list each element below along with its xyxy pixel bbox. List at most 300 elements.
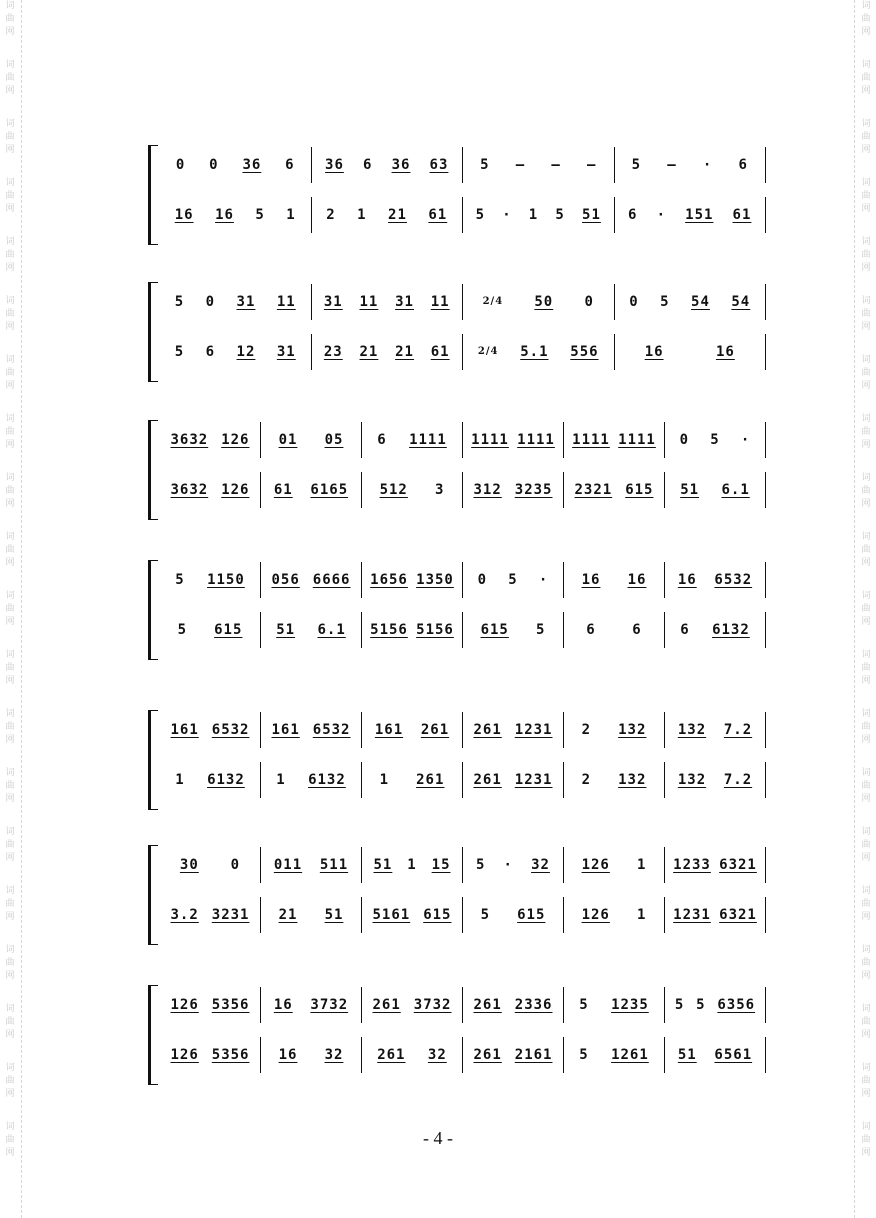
note-group: 3732 <box>413 997 452 1013</box>
note-group: 6561 <box>714 1047 753 1063</box>
watermark-char: 曲 <box>861 958 871 968</box>
note-group: 132 <box>618 772 647 788</box>
watermark-char: 词 <box>5 1 15 11</box>
watermark-char: 曲 <box>861 899 871 909</box>
measure <box>160 762 261 798</box>
note-group: 056 <box>271 572 300 588</box>
measure <box>261 562 362 598</box>
note-group: 615 <box>214 622 243 638</box>
measure <box>615 197 767 233</box>
note-group: 2321 <box>574 482 613 498</box>
note-group: 5 <box>579 997 589 1013</box>
note-group: 5 <box>674 997 685 1013</box>
system-bracket <box>148 560 158 660</box>
measure <box>160 334 312 370</box>
measure <box>312 284 464 320</box>
note-group: 11 <box>430 294 450 310</box>
watermark-char: 曲 <box>861 427 871 437</box>
watermark-char: 网 <box>861 440 871 450</box>
measure <box>463 612 564 648</box>
measure <box>160 897 261 933</box>
note-group: 61 <box>273 482 293 498</box>
watermark-char: 曲 <box>861 604 871 614</box>
score-system <box>148 560 766 660</box>
note-group: 5 <box>174 344 185 360</box>
measure <box>463 284 615 320</box>
note-group: 5 <box>660 294 670 310</box>
note-group: 132 <box>677 772 707 788</box>
note-group: · <box>740 432 751 448</box>
measure <box>564 847 665 883</box>
note-group: 6 <box>586 622 596 638</box>
note-group: 0 <box>175 157 186 173</box>
measure <box>615 334 767 370</box>
watermark-char: 网 <box>861 794 871 804</box>
watermark-char: 词 <box>861 355 871 365</box>
note-group: 16 <box>677 572 697 588</box>
note-group: 63 <box>429 157 449 173</box>
watermark-char: 词 <box>861 591 871 601</box>
note-group: 151 <box>685 207 714 223</box>
watermark-char: 词 <box>5 237 15 247</box>
watermark-char: 曲 <box>5 604 15 614</box>
note-group: 2336 <box>514 997 553 1013</box>
measure <box>665 1037 766 1073</box>
note-group: 5 <box>535 622 546 638</box>
note-group: — <box>515 157 526 173</box>
note-group: 5 <box>480 907 490 923</box>
measure <box>564 712 665 748</box>
watermark-char: 曲 <box>861 191 871 201</box>
note-group: 5356 <box>211 1047 250 1063</box>
note-group: 32 <box>324 1047 344 1063</box>
note-group: 16 <box>581 572 601 588</box>
lower-part <box>160 612 766 648</box>
note-group: 23 <box>323 344 343 360</box>
note-group: 3231 <box>211 907 250 923</box>
measure <box>261 847 362 883</box>
score-system <box>148 282 766 382</box>
measure <box>463 987 564 1023</box>
measure <box>564 987 665 1023</box>
watermark-char: 词 <box>5 591 15 601</box>
watermark-char: 曲 <box>861 545 871 555</box>
note-group: 11 <box>359 294 379 310</box>
note-group: 7.2 <box>723 722 753 738</box>
note-group: 6 <box>205 344 216 360</box>
system-bracket <box>148 420 158 520</box>
watermark-char: 网 <box>5 1089 15 1099</box>
note-group: 1235 <box>611 997 649 1013</box>
watermark-char: 网 <box>5 381 15 391</box>
measure <box>564 897 665 933</box>
note-group: 5 <box>475 207 486 223</box>
note-group: 6165 <box>310 482 349 498</box>
watermark-char: 词 <box>5 119 15 129</box>
watermark-char: 词 <box>5 60 15 70</box>
watermark-char: 词 <box>861 1004 871 1014</box>
note-group: 61 <box>430 344 450 360</box>
note-group: 51 <box>582 207 601 223</box>
watermark-char: 网 <box>5 912 15 922</box>
measure <box>564 1037 665 1073</box>
note-group: 5156 <box>416 622 454 638</box>
note-group: 6666 <box>312 572 351 588</box>
note-group: 126 <box>581 857 610 873</box>
note-group: 5356 <box>211 997 250 1013</box>
page-number: - 4 - <box>423 1128 453 1148</box>
note-group: 5 <box>476 857 486 873</box>
watermark-char: 词 <box>5 1063 15 1073</box>
note-group: 5 <box>579 1047 589 1063</box>
measure <box>463 334 615 370</box>
note-group: 6 <box>632 622 642 638</box>
watermark-char: 网 <box>5 676 15 686</box>
measure <box>463 762 564 798</box>
note-group: 5 <box>480 157 490 173</box>
measure <box>160 284 312 320</box>
measure <box>261 1037 362 1073</box>
watermark-char: 曲 <box>5 73 15 83</box>
measure <box>362 1037 463 1073</box>
time-signature: 2/4 <box>482 296 504 307</box>
measure <box>564 762 665 798</box>
note-group: 6532 <box>312 722 351 738</box>
note-group: · <box>702 157 713 173</box>
watermark-char: 曲 <box>5 545 15 555</box>
watermark-char: 曲 <box>5 427 15 437</box>
watermark-char: 曲 <box>5 1135 15 1145</box>
measure <box>261 472 362 508</box>
measure <box>665 612 766 648</box>
measure <box>362 472 463 508</box>
note-group: 6 <box>285 157 295 173</box>
note-group: 1231 <box>673 907 711 923</box>
watermark-char: 曲 <box>5 368 15 378</box>
note-group: 5.1 <box>520 344 549 360</box>
measure <box>362 562 463 598</box>
note-group: 31 <box>395 294 414 310</box>
note-group: 1 <box>286 207 296 223</box>
watermark-char: 词 <box>861 473 871 483</box>
note-group: 6 <box>377 432 387 448</box>
watermark-char: 曲 <box>5 899 15 909</box>
note-group: 1350 <box>416 572 454 588</box>
watermark-char: 网 <box>861 1148 871 1158</box>
note-group: 30 <box>179 857 199 873</box>
measure <box>261 712 362 748</box>
note-group: 1 <box>528 207 539 223</box>
watermark-char: 词 <box>5 473 15 483</box>
time-signature: 2/4 <box>477 346 499 357</box>
system-bracket <box>148 145 158 245</box>
watermark-char: 曲 <box>5 1076 15 1086</box>
note-group: 6321 <box>719 907 757 923</box>
watermark-char: 网 <box>861 735 871 745</box>
watermark-char: 网 <box>861 1089 871 1099</box>
watermark-char: 曲 <box>861 132 871 142</box>
watermark-char: 词 <box>861 768 871 778</box>
watermark-char: 词 <box>5 1122 15 1132</box>
watermark-char: 曲 <box>861 1076 871 1086</box>
watermark-char: 网 <box>861 853 871 863</box>
note-group: 21 <box>359 344 379 360</box>
measure <box>160 987 261 1023</box>
watermark-char: 网 <box>5 853 15 863</box>
note-group: — <box>586 157 597 173</box>
watermark-char: 词 <box>861 827 871 837</box>
watermark-char: 网 <box>5 558 15 568</box>
note-group: 36 <box>391 157 411 173</box>
note-group: 32 <box>531 857 550 873</box>
watermark-char: 网 <box>5 322 15 332</box>
note-group: 6.1 <box>721 482 750 498</box>
measure <box>665 987 766 1023</box>
watermark-char: 网 <box>861 1030 871 1040</box>
upper-part <box>160 284 766 320</box>
watermark-char: 网 <box>861 617 871 627</box>
watermark-char: 曲 <box>5 840 15 850</box>
note-group: 261 <box>372 997 401 1013</box>
note-group: 126 <box>581 907 610 923</box>
note-group: 1111 <box>572 432 610 448</box>
note-group: 16 <box>215 207 234 223</box>
watermark-char: 曲 <box>5 250 15 260</box>
measure <box>362 762 463 798</box>
watermark-char: 网 <box>861 971 871 981</box>
watermark-char: 网 <box>861 676 871 686</box>
watermark-char: 词 <box>861 119 871 129</box>
note-group: 5156 <box>370 622 408 638</box>
measure <box>160 197 312 233</box>
note-group: 16 <box>644 344 664 360</box>
note-group: 312 <box>473 482 502 498</box>
measure <box>463 562 564 598</box>
note-group: 2161 <box>514 1047 553 1063</box>
watermark-char: 曲 <box>5 781 15 791</box>
measure <box>463 847 564 883</box>
watermark-char: 网 <box>861 499 871 509</box>
watermark-char: 词 <box>5 296 15 306</box>
watermark-char: 词 <box>5 650 15 660</box>
note-group: 0 <box>679 432 690 448</box>
measure <box>160 847 261 883</box>
note-group: · <box>538 572 549 588</box>
measure <box>463 897 564 933</box>
watermark-char: 网 <box>861 381 871 391</box>
measure <box>160 612 261 648</box>
measure <box>312 197 464 233</box>
watermark-char: 词 <box>861 178 871 188</box>
note-group: 261 <box>473 1047 502 1063</box>
note-group: 0 <box>205 294 216 310</box>
right-margin-watermark <box>859 0 873 1218</box>
watermark-char: 网 <box>861 322 871 332</box>
note-group: 31 <box>323 294 343 310</box>
measure <box>160 562 261 598</box>
note-group: 05 <box>324 432 344 448</box>
lower-part <box>160 897 766 933</box>
note-group: 6132 <box>308 772 346 788</box>
note-group: 5 <box>177 622 187 638</box>
note-group: 6 <box>363 157 373 173</box>
watermark-char: 网 <box>861 912 871 922</box>
left-margin-watermark <box>3 0 17 1218</box>
watermark-char: 词 <box>861 650 871 660</box>
note-group: · <box>656 207 667 223</box>
watermark-char: 曲 <box>861 14 871 24</box>
watermark-char: 曲 <box>5 132 15 142</box>
watermark-char: 网 <box>861 86 871 96</box>
watermark-char: 曲 <box>861 250 871 260</box>
measure <box>312 334 464 370</box>
note-group: 615 <box>517 907 546 923</box>
note-group: 1 <box>636 857 647 873</box>
note-group: 0 <box>230 857 241 873</box>
note-group: 1 <box>636 907 647 923</box>
lower-part <box>160 334 766 370</box>
watermark-char: 词 <box>861 709 871 719</box>
note-group: 0 <box>209 157 219 173</box>
lower-part <box>160 197 766 233</box>
note-group: 126 <box>170 1047 199 1063</box>
measure <box>463 422 564 458</box>
note-group: 5 <box>174 294 185 310</box>
watermark-char: 网 <box>861 558 871 568</box>
watermark-char: 网 <box>5 263 15 273</box>
measure <box>261 897 362 933</box>
measure <box>160 1037 261 1073</box>
watermark-char: 曲 <box>5 14 15 24</box>
note-group: 32 <box>427 1047 447 1063</box>
measure <box>160 422 261 458</box>
watermark-char: 曲 <box>5 722 15 732</box>
note-group: 126 <box>221 482 250 498</box>
note-group: 615 <box>480 622 509 638</box>
watermark-char: 词 <box>861 532 871 542</box>
note-group: 161 <box>374 722 404 738</box>
watermark-char: 网 <box>5 971 15 981</box>
note-group: 01 <box>278 432 298 448</box>
note-group: 1111 <box>471 432 509 448</box>
watermark-char: 词 <box>861 945 871 955</box>
measure <box>564 472 665 508</box>
note-group: 1 <box>407 857 417 873</box>
note-group: 1656 <box>370 572 408 588</box>
note-group: 16 <box>278 1047 298 1063</box>
note-group: 15 <box>431 857 451 873</box>
upper-part <box>160 147 766 183</box>
note-group: 6 <box>680 622 690 638</box>
note-group: 5 <box>175 572 185 588</box>
watermark-char: 词 <box>5 1004 15 1014</box>
note-group: 16 <box>273 997 293 1013</box>
watermark-char: 词 <box>5 178 15 188</box>
note-group: 54 <box>731 294 751 310</box>
note-group: — <box>667 157 677 173</box>
note-group: 16 <box>715 344 735 360</box>
watermark-char: 网 <box>5 794 15 804</box>
note-group: 1231 <box>514 722 553 738</box>
note-group: 556 <box>570 344 599 360</box>
note-group: 161 <box>170 722 199 738</box>
measure <box>261 987 362 1023</box>
note-group: 21 <box>395 344 414 360</box>
note-group: 5 <box>710 432 720 448</box>
note-group: 615 <box>423 907 452 923</box>
watermark-char: 网 <box>5 27 15 37</box>
note-group: 16 <box>174 207 194 223</box>
watermark-char: 网 <box>861 204 871 214</box>
upper-part <box>160 422 766 458</box>
watermark-char: 词 <box>5 414 15 424</box>
note-group: 54 <box>691 294 710 310</box>
watermark-char: 网 <box>5 204 15 214</box>
note-group: 0 <box>477 572 488 588</box>
note-group: 31 <box>276 344 296 360</box>
watermark-char: 词 <box>5 768 15 778</box>
lower-part <box>160 472 766 508</box>
score-system <box>148 985 766 1085</box>
note-group: 12 <box>236 344 256 360</box>
watermark-char: 网 <box>5 440 15 450</box>
note-group: 1 <box>276 772 286 788</box>
upper-part <box>160 562 766 598</box>
watermark-char: 网 <box>5 145 15 155</box>
note-group: 1 <box>357 207 367 223</box>
note-group: 1111 <box>517 432 555 448</box>
score-system <box>148 845 766 945</box>
note-group: 51 <box>680 482 700 498</box>
note-group: 31 <box>236 294 256 310</box>
note-group: — <box>551 157 561 173</box>
note-group: 261 <box>420 722 450 738</box>
watermark-char: 网 <box>5 735 15 745</box>
note-group: 6321 <box>719 857 757 873</box>
watermark-char: 曲 <box>861 840 871 850</box>
note-group: 161 <box>271 722 300 738</box>
note-group: 50 <box>534 294 554 310</box>
watermark-char: 曲 <box>861 781 871 791</box>
upper-part <box>160 847 766 883</box>
note-group: 36 <box>242 157 262 173</box>
lower-part <box>160 1037 766 1073</box>
measure <box>665 562 766 598</box>
measure <box>665 472 766 508</box>
note-group: 36 <box>325 157 344 173</box>
note-group: · <box>502 207 512 223</box>
note-group: 6132 <box>207 772 245 788</box>
system-bracket <box>148 282 158 382</box>
watermark-char: 曲 <box>861 73 871 83</box>
note-group: 5 <box>555 207 565 223</box>
measure <box>564 612 665 648</box>
note-group: 261 <box>377 1047 406 1063</box>
watermark-char: 词 <box>861 886 871 896</box>
watermark-char: 曲 <box>861 663 871 673</box>
note-group: 1233 <box>673 857 711 873</box>
watermark-char: 词 <box>861 237 871 247</box>
note-group: 1150 <box>207 572 245 588</box>
watermark-char: 词 <box>861 296 871 306</box>
note-group: 126 <box>221 432 250 448</box>
right-margin-guide <box>854 0 855 1218</box>
note-group: 51 <box>373 857 393 873</box>
note-group: 61 <box>732 207 752 223</box>
note-group: 1111 <box>618 432 656 448</box>
note-group: 132 <box>677 722 707 738</box>
watermark-char: 曲 <box>861 722 871 732</box>
